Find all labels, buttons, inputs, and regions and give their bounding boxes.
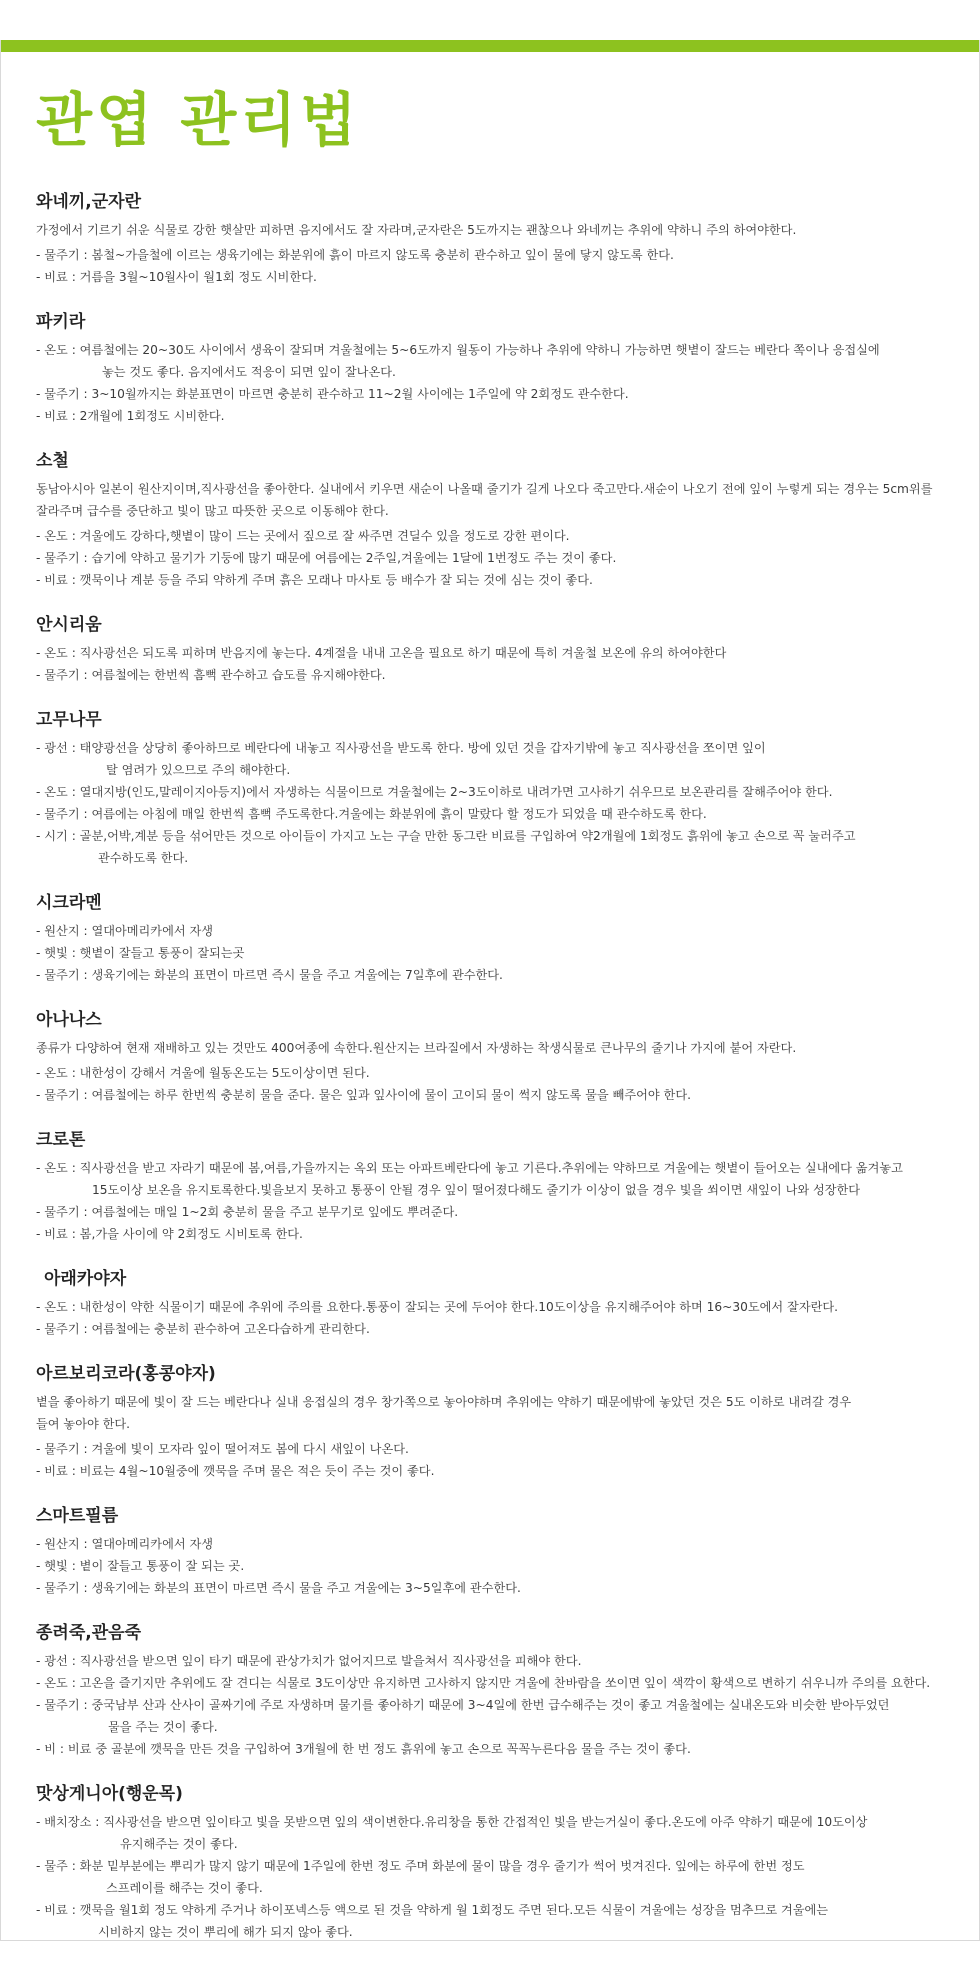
- section-title: 시크라멘: [36, 893, 102, 913]
- care-item: - 광선 : 태양광선을 상당히 좋아하므로 베란다에 내놓고 직사광선을 받도록 한다. 방에 있던 것을 갑자기밖에 놓고 직사광선을 쪼이면 잎이: [36, 741, 766, 755]
- section-smart-film: [36, 1504, 956, 1599]
- care-item-continued: 놓는 것도 좋다. 음지에서도 적응이 되면 잎이 잘나온다.: [102, 365, 396, 379]
- section-intro-continued: 잘라주며 급수를 중단하고 빛이 많고 따뜻한 곳으로 이동해야 한다.: [36, 504, 389, 518]
- care-item: - 온도 : 내한성이 강해서 겨울에 월동온도는 5도이상이면 된다.: [36, 1066, 370, 1080]
- care-item: - 물주기 : 봄철~가을철에 이르는 생육기에는 화분위에 흙이 마르지 않도록 충분히 관수하고 잎이 물에 닿지 않도록 한다.: [36, 248, 674, 262]
- care-item: - 물주기 : 여름철에는 한번씩 흠뻑 관수하고 습도를 유지해야한다.: [36, 668, 386, 682]
- section-croton: [36, 1128, 956, 1245]
- care-item: - 비료 : 비료는 4월~10월중에 깻묵을 주며 물은 적은 듯이 주는 것이 좋다.: [36, 1464, 435, 1478]
- section-title: 맛상게니아(행운목): [36, 1784, 183, 1804]
- section-intro-continued: 들여 놓아야 한다.: [36, 1417, 131, 1431]
- care-item-continued: 탈 염려가 있으므로 주의 해야한다.: [106, 763, 291, 777]
- care-item: - 온도 : 직사광선을 받고 자라기 때문에 봄,여름,가을까지는 옥외 또는 아파트베란다에 놓고 기른다.추위에는 약하므로 겨울에는 햇볕이 들어오는 실내에다 옮겨놓고: [36, 1161, 903, 1175]
- care-item: - 물주 : 화분 밑부분에는 뿌리가 많지 않기 때문에 1주일에 한번 정도 주며 화분에 물이 많을 경우 줄기가 썩어 벗겨진다. 잎에는 하루에 한번 정도: [36, 1859, 805, 1873]
- care-item: - 물주기 : 여름에는 아침에 매일 한번씩 흠뻑 주도록한다.겨울에는 화분위에 흙이 말랐다 할 정도가 되었을 때 관수하도록 한다.: [36, 807, 707, 821]
- section-socheol: [36, 449, 956, 591]
- section-title: 파키라: [36, 312, 86, 332]
- section-massangeana: [36, 1782, 956, 1943]
- care-item: - 물주기 : 생육기에는 화분의 표면이 마르면 즉시 물을 주고 겨울에는 3~5일후에 관수한다.: [36, 1581, 521, 1595]
- section-title: 와네끼,군자란: [36, 192, 141, 212]
- care-item: - 물주기 : 여름철에는 충분히 관수하여 고온다습하게 관리한다.: [36, 1322, 370, 1336]
- care-item: - 물주기 : 겨울에 빛이 모자라 잎이 떨어져도 봄에 다시 새잎이 나온다.: [36, 1442, 409, 1456]
- care-item: - 온도 : 직사광선은 되도록 피하며 반음지에 놓는다. 4계절을 내내 고온을 필요로 하기 때문에 특히 겨울철 보온에 유의 하여야한다: [36, 646, 727, 660]
- section-rubber-tree: [36, 708, 956, 869]
- care-item: - 물주기 : 여름철에는 하루 한번씩 충분히 물을 준다. 물은 잎과 잎사이에 물이 고이되 물이 썩지 않도록 물을 빼주어야 한다.: [36, 1088, 691, 1102]
- section-palm-bamboo: [36, 1621, 956, 1760]
- care-item-continued: 관수하도록 한다.: [98, 851, 189, 865]
- care-item: - 햇빛 : 햇볕이 잘들고 통풍이 잘되는곳: [36, 946, 245, 960]
- section-intro: 종류가 다양하여 현재 재배하고 있는 것만도 400여종에 속한다.원산지는 브라질에서 자생하는 착생식물로 큰나무의 줄기나 가지에 붙어 자란다.: [36, 1041, 797, 1055]
- section-intro: 볕을 좋아하기 때문에 빛이 잘 드는 베란다나 실내 응접실의 경우 창가쪽으로 놓아야하며 추위에는 약하기 때문에밖에 놓았던 것은 5도 이하로 내려갈 경우: [36, 1395, 852, 1409]
- section-cyclamen: [36, 891, 956, 986]
- care-item: - 비료 : 거름을 3월~10월사이 월1회 정도 시비한다.: [36, 270, 317, 284]
- care-item-continued: 시비하지 않는 것이 뿌리에 해가 되지 않아 좋다.: [98, 1925, 353, 1939]
- care-guide-content: [36, 190, 956, 1965]
- section-title: 아르보리코라(홍콩야자): [36, 1364, 216, 1384]
- section-wanekki: [36, 190, 956, 288]
- care-item: - 온도 : 내한성이 약한 식물이기 때문에 추위에 주의를 요한다.통풍이 잘되는 곳에 두어야 한다.10도이상을 유지해주어야 하며 16~30도에서 잘자란다.: [36, 1300, 839, 1314]
- section-anthurium: [36, 613, 956, 686]
- section-ananas: [36, 1008, 956, 1106]
- care-item: - 비료 : 깻묵이나 계분 등을 주되 약하게 주며 흙은 모래나 마사토 등 배수가 잘 되는 것에 심는 것이 좋다.: [36, 573, 593, 587]
- care-item-continued: 유지해주는 것이 좋다.: [120, 1837, 238, 1851]
- section-intro: 가정에서 기르기 쉬운 식물로 강한 햇살만 피하면 음지에서도 잘 자라며,군자란은 5도까지는 괜찮으나 와네끼는 추위에 약하니 주의 하여야한다.: [36, 223, 797, 237]
- care-item: - 온도 : 겨울에도 강하다,햇볕이 많이 드는 곳에서 짚으로 잘 싸주면 견딜수 있을 정도로 강한 편이다.: [36, 529, 570, 543]
- care-item: - 온도 : 여름철에는 20~30도 사이에서 생육이 잘되며 겨울철에는 5~6도까지 월동이 가능하나 추위에 약하니 가능하면 햇볕이 잘드는 베란다 쪽이나 응접실에: [36, 343, 880, 357]
- care-item: - 햇빛 : 볕이 잘들고 통풍이 잘 되는 곳.: [36, 1559, 245, 1573]
- section-pachira: [36, 310, 956, 427]
- section-title: 안시리움: [36, 615, 102, 635]
- care-item-continued: 스프레이를 해주는 것이 좋다.: [106, 1881, 263, 1895]
- care-item: - 시기 : 골분,어박,계분 등을 섞어만든 것으로 아이들이 가지고 노는 구슬 만한 동그란 비료를 구입하여 약2개월에 1회정도 흙위에 놓고 손으로 꼭 눌러주고: [36, 829, 856, 843]
- section-title: 고무나무: [36, 710, 102, 730]
- section-intro: 동남아시아 일본이 원산지이며,직사광선을 좋아한다. 실내에서 키우면 새순이 나올때 줄기가 길게 나오다 죽고만다.새순이 나오기 전에 잎이 누렇게 되는 경우는 5cm위를: [36, 482, 933, 496]
- care-item: - 물주기 : 3~10월까지는 화분표면이 마르면 충분히 관수하고 11~2월 사이에는 1주일에 약 2회정도 관수한다.: [36, 387, 629, 401]
- section-areca-palm: [36, 1267, 956, 1340]
- care-item: - 비료 : 깻묵을 월1회 정도 약하게 주거나 하이포넥스등 액으로 된 것을 약하게 월 1회정도 주면 된다.모든 식물이 겨울에는 성장을 멈추므로 겨울에는: [36, 1903, 829, 1917]
- care-item: - 물주기 : 습기에 약하고 물기가 기둥에 많기 때문에 여름에는 2주일,겨울에는 1달에 1번정도 주는 것이 좋다.: [36, 551, 617, 565]
- care-item: - 물주기 : 여름철에는 매일 1~2회 충분히 물을 주고 분무기로 잎에도 뿌려준다.: [36, 1205, 459, 1219]
- care-item-continued: 물을 주는 것이 좋다.: [108, 1720, 218, 1734]
- care-item: - 원산지 : 열대아메리카에서 자생: [36, 1537, 214, 1551]
- care-item: - 물주기 : 생육기에는 화분의 표면이 마르면 즉시 물을 주고 겨울에는 7일후에 관수한다.: [36, 968, 503, 982]
- section-title: 크로톤: [36, 1130, 86, 1150]
- care-item-continued: 15도이상 보온을 유지토록한다.빛을보지 못하고 통풍이 안될 경우 잎이 떨어졌다해도 줄기가 이상이 없을 경우 빛을 쐬이면 새잎이 나와 성장한다: [92, 1183, 861, 1197]
- section-title: 아나나스: [36, 1010, 102, 1030]
- section-title: 스마트필름: [36, 1506, 119, 1526]
- care-item: - 원산지 : 열대아메리카에서 자생: [36, 924, 214, 938]
- care-item: - 배치장소 : 직사광선을 받으면 잎이타고 빛을 못받으면 잎의 색이변한다.유리창을 통한 간접적인 빛을 받는거실이 좋다.온도에 아주 약하기 때문에 10도이상: [36, 1815, 868, 1829]
- care-item: - 온도 : 열대지방(인도,말레이지아등지)에서 자생하는 식물이므로 겨울철에는 2~3도이하로 내려가면 고사하기 쉬우므로 보온관리를 잘해주어야 한다.: [36, 785, 833, 799]
- care-item: - 비 : 비료 중 골분에 깻묵을 만든 것을 구입하여 3개월에 한 번 정도 흙위에 놓고 손으로 꼭꼭누른다음 물을 주는 것이 좋다.: [36, 1742, 691, 1756]
- page-title: 관엽 관리법: [36, 86, 361, 154]
- care-item: - 비료 : 봄,가을 사이에 약 2회정도 시비토록 한다.: [36, 1227, 303, 1241]
- section-title: 소철: [36, 451, 69, 471]
- care-item: - 비료 : 2개월에 1회정도 시비한다.: [36, 409, 225, 423]
- care-item: - 물주기 : 중국남부 산과 산사이 골짜기에 주로 자생하며 물기를 좋아하기 때문에 3~4일에 한번 급수해주는 것이 좋고 겨울철에는 실내온도와 비슷한 받아두었던: [36, 1698, 890, 1712]
- care-item: - 온도 : 고온을 즐기지만 추위에도 잘 견디는 식물로 3도이상만 유지하면 고사하지 않지만 겨울에 찬바람을 쏘이면 잎이 색깍이 황색으로 변하기 쉬우니까 주의를 요한다.: [36, 1676, 931, 1690]
- section-title: 아래카야자: [44, 1269, 127, 1289]
- section-arboricola: [36, 1362, 956, 1482]
- section-title: 종려죽,관음죽: [36, 1623, 141, 1643]
- care-item: - 광선 : 직사광선을 받으면 잎이 타기 때문에 관상가치가 없어지므로 발을쳐서 직사광선을 피해야 한다.: [36, 1654, 582, 1668]
